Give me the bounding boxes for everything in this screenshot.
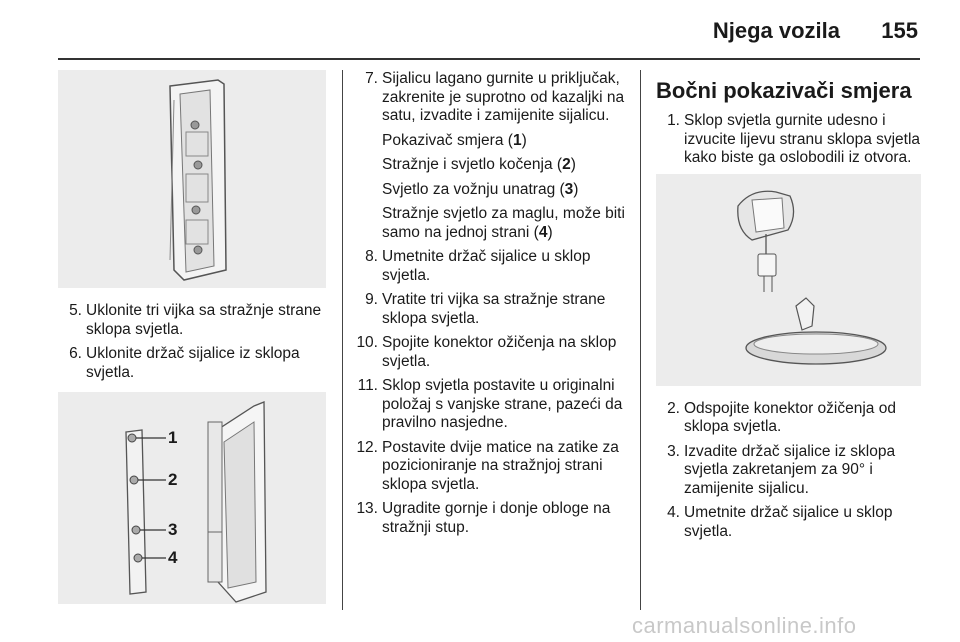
step-text: Umetnite držač sijalice u sklop svjetla. [684,504,893,540]
step-text: Vratite tri vijka sa stražnje strane sklopa svjetla. [382,291,606,327]
bulb-label: Pokazivač smjera ( [382,131,513,149]
list-item [656,400,921,437]
list-item [656,504,921,541]
watermark: carmanualsonline.info [632,613,857,638]
list-item [656,112,921,168]
steps-col3 [656,112,921,168]
steps-col3-continued [656,400,921,542]
list-item [354,70,632,126]
step-text: Spojite konektor ožičenja na sklop svjetla. [382,334,617,370]
step-number: 11. [357,377,378,394]
bulb-holder-drawing [58,392,326,604]
bulb-ref: 2 [562,156,571,173]
bulb-label: Stražnje svjetlo za maglu, može biti samo na jednoj strani ( [382,205,625,241]
step-number: 12. [356,438,378,456]
callout-label-4: 4 [168,548,178,567]
side-indicator-drawing [656,174,921,386]
list-item [354,291,632,328]
side-indicator-illustration [656,174,921,386]
step-text: Postavite dvije matice na zatike za pozicioniranje na stražnjoj strani sklopa svjetla. [382,438,619,493]
bulb-label-end: ) [570,156,576,173]
page-header [0,0,960,58]
step-number: 8. [365,248,378,265]
step-text: Sijalicu lagano gurnite u priključak, zakrenite je suprotno od kazaljki na satu, izvadite i zamijenite sijalicu. [382,70,625,124]
step-text: Odspojite konektor ožičenja od sklopa svjetla. [684,399,896,435]
steps-col2-continued [354,248,632,537]
column-right [656,70,921,547]
step-number: 6. [69,345,82,362]
step-text: Uklonite tri vijka sa stražnje strane sklopa svjetla. [86,302,322,338]
page-title: Njega vozila [712,18,840,43]
step-number: 13. [356,500,378,517]
section-heading: Bočni pokazivači smjera [656,78,912,103]
steps-col2 [354,70,632,126]
steps-col1 [58,302,326,382]
step-text: Izvadite držač sijalice iz sklopa svjetla zakretanjem za 90° i zamijenite sijalicu. [684,442,896,497]
step-text: Sklop svjetla postavite u originalni položaj s vanjske strane, pazeći da pravilno nasjedne. [382,377,623,431]
step-text: Umetnite držač sijalice u sklop svjetla. [382,248,591,284]
list-item [656,443,921,499]
bulb-item [354,156,632,175]
column-divider-2 [640,70,641,610]
tail-light-back-illustration [58,70,326,288]
list-item [58,302,326,339]
list-item [354,377,632,433]
list-item [354,248,632,285]
bulb-item [354,205,632,242]
list-item [354,500,632,537]
page-number: 155 [881,18,918,43]
step-text: Ugradite gornje i donje obloge na stražnji stup. [382,500,611,536]
bulb-ref: 3 [564,180,574,198]
column-middle [354,70,632,543]
step-number: 2. [667,399,680,417]
bulb-label: Svjetlo za vožnju unatrag ( [382,180,565,198]
step-number: 1. [667,112,680,129]
callout-label-3: 3 [168,520,178,539]
step-text: Uklonite držač sijalice iz sklopa svjetla. [86,345,300,381]
bulb-label-end: ) [521,131,527,149]
column-left [58,70,326,604]
bulb-label: Stražnje i svjetlo kočenja ( [382,156,563,173]
bulb-ref: 4 [538,223,548,241]
callout-label-2: 2 [168,470,178,489]
list-item [354,334,632,371]
bulb-label-end: ) [547,223,553,241]
bulb-item [354,132,632,151]
header-divider [58,58,920,60]
list-item [354,439,632,495]
step-text: Sklop svjetla gurnite udesno i izvucite lijevu stranu sklopa svjetla kako biste ga oslobodili iz otvora. [684,112,921,166]
step-number: 4. [667,504,680,521]
step-number: 10. [356,334,378,351]
tail-light-back-drawing [58,70,326,288]
bulb-holder-illustration [58,392,326,604]
bulb-ref: 1 [512,131,522,149]
list-item [58,345,326,382]
step-number: 5. [69,302,82,319]
column-divider-1 [342,70,343,610]
callout-label-1: 1 [168,428,178,447]
bulb-label-end: ) [573,180,579,198]
step-number: 3. [667,442,680,460]
step-number: 9. [365,291,378,308]
bulb-item [354,181,632,200]
step-number: 7. [365,70,378,87]
